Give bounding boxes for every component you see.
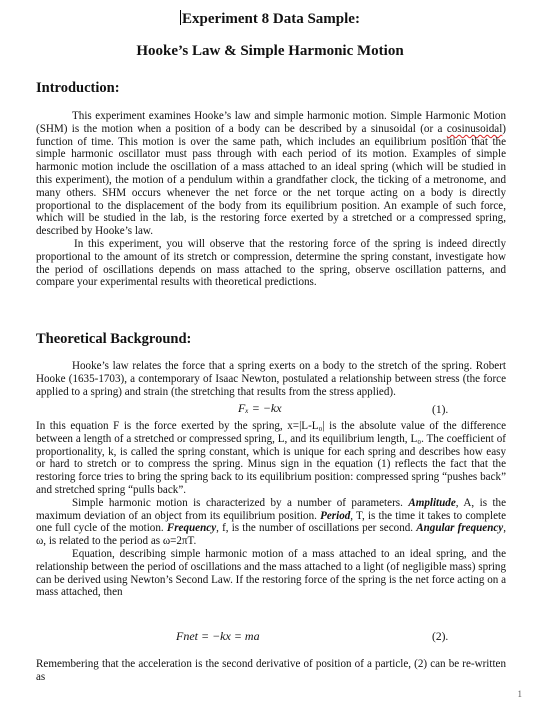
page-subtitle: Hooke’s Law & Simple Harmonic Motion <box>136 43 404 59</box>
intro-paragraph-1: This experiment examines Hooke’s law and simple harmonic motion. Simple Harmonic Motion (SHM) is the motion when a position of a body can be described by a sinusoidal (or a cosinusoidal) function of time. This motion is over the same path, which includes an equilibrium position that the simple harmonic oscillator must pass through with each period of its motion. Examples of simple harmonic motion include the oscillation of a mass attached to an ideal spring (which will be studied in this experiment), the motion of a pendulum within a grandfather clock, the ticking of a metronome, and many others. SHM occurs whenever the net force or the net torque acting on a body is directly proportional to the displacement of the body from its equilibrium position. An example of such force, which will be studied in the lab, is the restoring force exerted by a stretched or a compressed spring, described by Hooke’s law. <box>36 110 506 238</box>
intro-paragraph-2: In this experiment, you will observe that the restoring force of the spring is indeed directly proportional to the amount of its stretch or compression, determine the spring constant, investigate how the period of oscillations depends on mass attached to the spring, observe oscillation patterns, and compare your experimental results with theoretical predictions. <box>36 237 506 289</box>
equation-2: Fnet = −kx = ma <box>176 629 260 643</box>
intro-section <box>36 110 506 289</box>
text-cursor <box>180 10 181 25</box>
theory-section-body <box>36 420 506 599</box>
equation-2-number: (2). <box>432 631 449 643</box>
equation-1: Fₓ = −kx <box>238 401 282 415</box>
theory-paragraph-1: Hooke’s law relates the force that a spring exerts on a body to the stretch of the spring. Robert Hooke (1635-1703), a contemporary of Isaac Newton, postulated a relationship between stress (the force applied to a spring) and strain (the stretching that results from the stress applied). <box>36 360 506 398</box>
theory-paragraph-3: Simple harmonic motion is characterized by a number of parameters. Amplitude, A, is the maximum deviation of an object from its equilibrium position. Period, T, is the time it takes to complete one full cycle of the motion. Frequency, f, is the number of oscillations per second. Angular frequency, ω, is related to the period as ω=2πT. <box>36 496 507 548</box>
theory-heading: Theoretical Background: <box>36 331 192 347</box>
equation-1-number: (1). <box>432 404 449 416</box>
theory-paragraph-5: Remembering that the acceleration is the second derivative of position of a particle, (2) can be re-written as <box>36 658 506 683</box>
page-title: Experiment 8 Data Sample: <box>182 11 360 27</box>
spelling-error-word[interactable]: cosinusoidal <box>446 122 503 135</box>
intro-heading: Introduction: <box>36 80 120 96</box>
page-number: 1 <box>517 689 522 699</box>
theory-paragraph-2: In this equation F is the force exerted by the spring, x=|L-L₀| is the absolute value of the difference between a length of a stretched or compressed spring, L, and its equilibrium length, L₀. The coefficient of proportionality, k, is called the spring constant, which is unique for each spring and describes how easy or hard to stretch or to compress the spring. Minus sign in the equation (1) reflects the fact that the restoring force tries to bring the spring back to its equilibrium position: compressed spring “pushes back” and stretched spring “pulls back”. <box>36 420 506 496</box>
theory-paragraph-4: Equation, describing simple harmonic motion of a mass attached to an ideal spring, and the relationship between the period of oscillations and the mass attached to a light (of negligible mass) spring can be derived using Newton’s Second Law. If the restoring force of the spring is the net force acting on a mass attached, then <box>36 547 506 599</box>
